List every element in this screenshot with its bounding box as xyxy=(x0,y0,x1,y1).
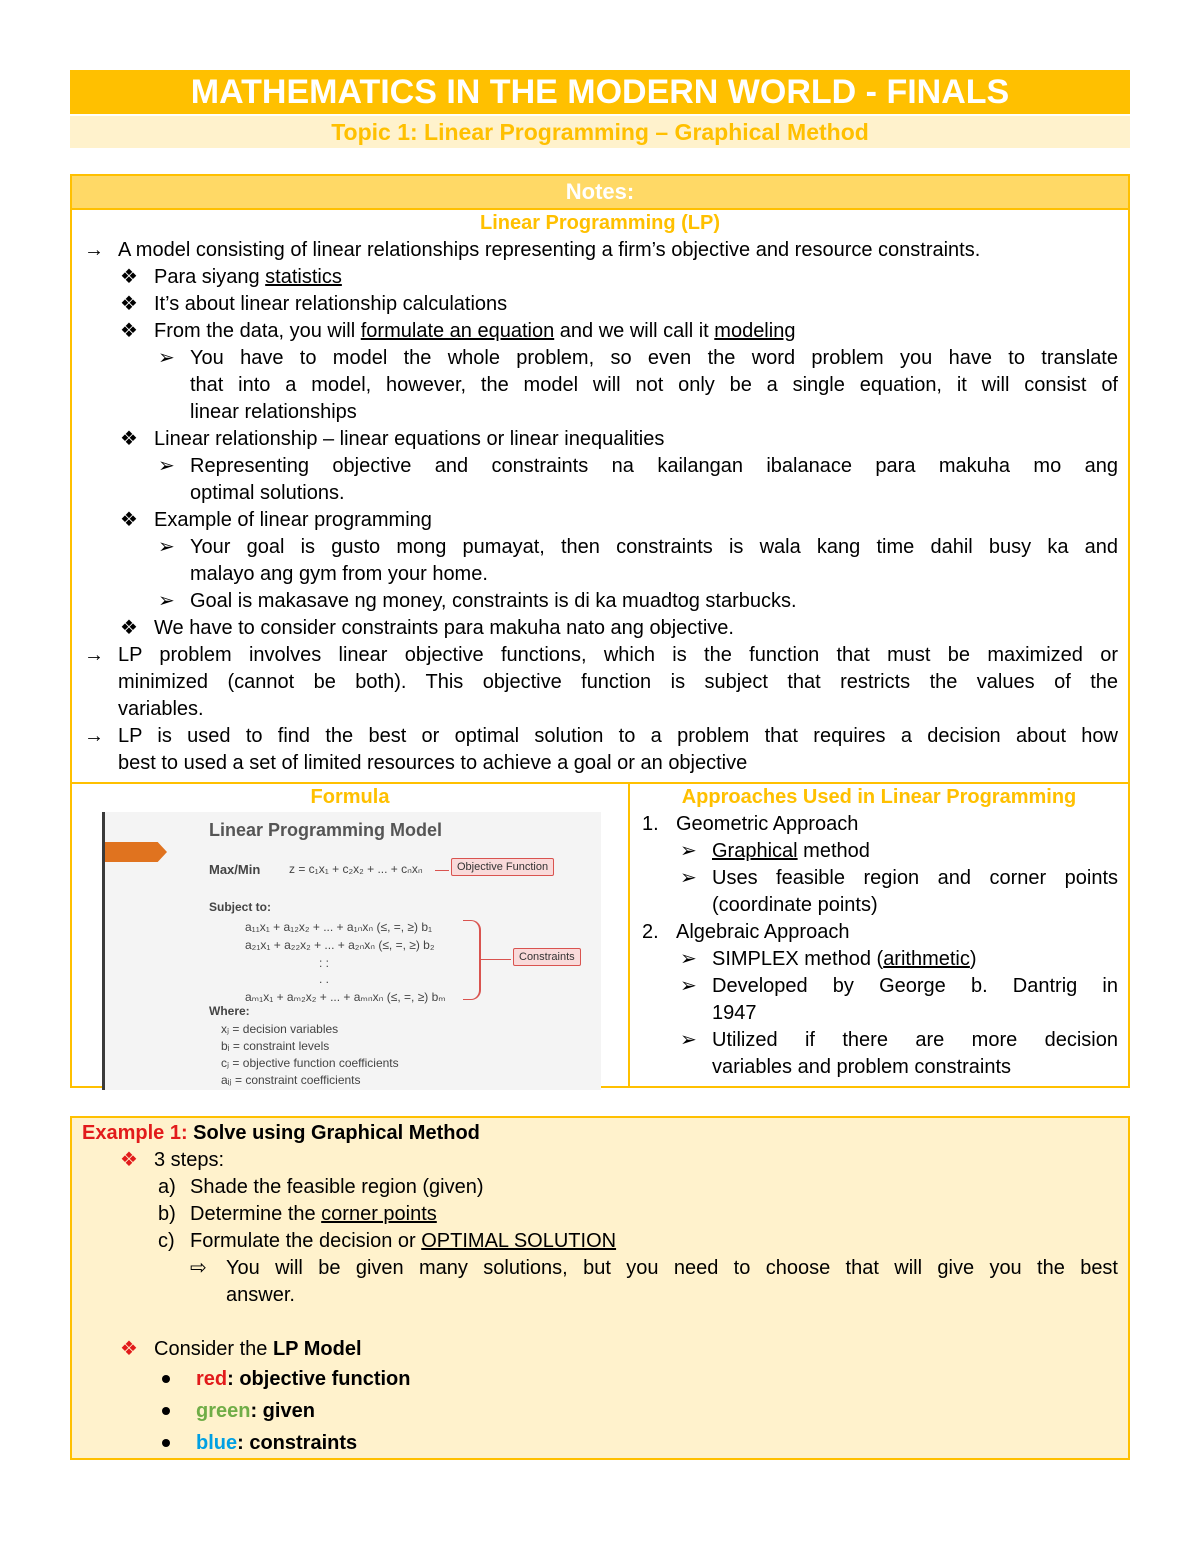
diamond-bullet-icon: ❖ xyxy=(120,266,138,288)
legend-item-blue: blue: constraints xyxy=(72,1427,1128,1459)
slide-title: Linear Programming Model xyxy=(209,820,443,840)
note-line: ❖ It’s about linear relationship calculations xyxy=(72,291,1128,318)
arrowhead-bullet-icon: ➢ xyxy=(680,948,697,970)
bullet-dot-icon xyxy=(162,1407,170,1415)
slide-constraint: a₁₁x₁ + a₁₂x₂ + ... + a₁ₙxₙ (≤, =, ≥) b₁ xyxy=(245,920,433,934)
note-line: → LP problem involves linear objective functions, which is the function that must be maximized or xyxy=(72,642,1128,669)
note-line: ❖ Example of linear programming xyxy=(72,507,1128,534)
note-line: ❖ We have to consider constraints para makuha nato ang objective. xyxy=(72,615,1128,642)
slide-connector xyxy=(435,870,449,871)
note-line: ➢ Representing objective and constraints na kailangan ibalanace para makuha mo ang xyxy=(72,453,1128,480)
diamond-bullet-icon: ❖ xyxy=(120,509,138,531)
example-line: answer. xyxy=(226,1284,295,1306)
example-heading: Example 1: Solve using Graphical Method xyxy=(82,1122,480,1144)
slide-constraint: . . xyxy=(319,972,330,986)
approach-subitem: ➢ Uses feasible region and corner points xyxy=(630,865,1128,892)
slide-definition: aᵢⱼ = constraint coefficients xyxy=(221,1073,361,1087)
notes-header: Notes: xyxy=(72,176,1128,210)
arrowhead-bullet-icon: ➢ xyxy=(680,975,697,997)
approaches-title: Approaches Used in Linear Programming xyxy=(681,786,1077,808)
formula-column xyxy=(72,784,628,1086)
document-subtitle: Topic 1: Linear Programming – Graphical Method xyxy=(70,116,1130,148)
example-line: ⇨ You will be given many solutions, but you need to choose that will give you the best xyxy=(72,1255,1128,1282)
slide-constraint: aₘ₁x₁ + aₘ₂x₂ + ... + aₘₙxₙ (≤, =, ≥) bₘ xyxy=(245,990,446,1004)
legend-item-green: green: given xyxy=(72,1395,1128,1427)
arrowhead-bullet-icon: ➢ xyxy=(680,1029,697,1051)
slide-definition: cⱼ = objective function coefficients xyxy=(221,1056,399,1070)
note-line: variables. xyxy=(118,698,204,720)
diamond-bullet-icon: ❖ xyxy=(120,293,138,315)
approach-subitem: ➢ Utilized if there are more decision xyxy=(630,1027,1128,1054)
approaches-column xyxy=(630,784,1128,1086)
diamond-bullet-icon: ❖ xyxy=(120,320,138,342)
slide-constraint: : : xyxy=(319,956,330,970)
diamond-bullet-icon: ❖ xyxy=(120,428,138,450)
bullet-dot-icon xyxy=(162,1439,170,1447)
approach-subitem: ➢ Graphical method xyxy=(630,838,1128,865)
example-line: b) Determine the corner points xyxy=(158,1203,437,1225)
document-title: MATHEMATICS IN THE MODERN WORLD - FINALS xyxy=(70,70,1130,114)
slide-constraint: a₂₁x₁ + a₂₂x₂ + ... + a₂ₙxₙ (≤, =, ≥) b₂ xyxy=(245,938,435,952)
approach-subitem: ➢ SIMPLEX method (arithmetic) xyxy=(630,946,1128,973)
outline-arrow-icon: ⇨ xyxy=(190,1257,207,1279)
note-line: ❖ Para siyang statistics xyxy=(72,264,1128,291)
note-line: ❖ Linear relationship – linear equations or linear inequalities xyxy=(72,426,1128,453)
notes-lines xyxy=(72,237,1128,777)
arrow-icon: → xyxy=(84,644,104,666)
note-line: optimal solutions. xyxy=(190,482,345,504)
approach-item: 2. Algebraic Approach xyxy=(642,921,850,943)
note-line: that into a model, however, the model will not only be a single equation, it will consist of xyxy=(190,374,1118,396)
note-line: minimized (cannot be both). This objective function is subject that restricts the values of the xyxy=(118,671,1118,693)
approach-item: 1. Geometric Approach xyxy=(642,813,859,835)
page xyxy=(70,70,1130,1454)
arrow-icon: → xyxy=(84,725,104,747)
diamond-bullet-icon: ❖ xyxy=(120,1338,138,1360)
note-line: ➢ Goal is makasave ng money, constraints is di ka muadtog starbucks. xyxy=(72,588,1128,615)
arrowhead-bullet-icon: ➢ xyxy=(158,590,175,612)
legend-item-red: red: objective function xyxy=(72,1363,1128,1395)
slide-connector xyxy=(481,959,511,960)
constraints-bracket xyxy=(463,920,481,1000)
approach-subitem: 1947 xyxy=(712,1002,757,1024)
slide-definition: xⱼ = decision variables xyxy=(221,1022,339,1036)
example-box xyxy=(70,1116,1130,1460)
approach-subitem: variables and problem constraints xyxy=(712,1056,1012,1078)
arrowhead-bullet-icon: ➢ xyxy=(680,867,697,889)
arrowhead-bullet-icon: ➢ xyxy=(158,455,175,477)
diamond-bullet-icon: ❖ xyxy=(120,1149,138,1171)
note-line: best to used a set of limited resources to achieve a goal or an objective xyxy=(118,752,748,774)
notes-box xyxy=(70,174,1130,1088)
note-line: → LP is used to find the best or optimal solution to a problem that requires a decision about how xyxy=(72,723,1128,750)
bullet-dot-icon xyxy=(162,1375,170,1383)
formula-title: Formula xyxy=(310,786,390,808)
arrowhead-bullet-icon: ➢ xyxy=(158,536,175,558)
example-line: ❖ 3 steps: xyxy=(72,1147,1128,1174)
slide-definition: bᵢ = constraint levels xyxy=(221,1039,330,1053)
arrowhead-bullet-icon: ➢ xyxy=(158,347,175,369)
lp-model-slide-image xyxy=(102,812,601,1090)
slide-maxmin: Max/Min xyxy=(209,862,261,877)
note-line: ➢ You have to model the whole problem, so even the word problem you have to translate xyxy=(72,345,1128,372)
slide-arrow-shape xyxy=(105,842,167,862)
example-line: ❖ Consider the LP Model xyxy=(72,1336,1128,1363)
approach-subitem: (coordinate points) xyxy=(712,894,878,916)
slide-where: Where: xyxy=(209,1004,250,1018)
lp-section-title: Linear Programming (LP) xyxy=(479,212,721,234)
example-line: a) Shade the feasible region (given) xyxy=(158,1176,484,1198)
objective-function-label: Objective Function xyxy=(451,858,554,876)
note-line: malayo ang gym from your home. xyxy=(190,563,488,585)
note-line: linear relationships xyxy=(190,401,357,423)
note-line: → A model consisting of linear relationships representing a firm’s objective and resource constraints. xyxy=(72,237,1128,264)
example-line: c) Formulate the decision or OPTIMAL SOLUTION xyxy=(158,1230,617,1252)
note-line: ➢ Your goal is gusto mong pumayat, then constraints is wala kang time dahil busy ka and xyxy=(72,534,1128,561)
note-line: ❖ From the data, you will formulate an equation and we will call it modeling xyxy=(72,318,1128,345)
approach-subitem: ➢ Developed by George b. Dantrig in xyxy=(630,973,1128,1000)
diamond-bullet-icon: ❖ xyxy=(120,617,138,639)
slide-subject-to: Subject to: xyxy=(209,900,271,914)
arrow-icon: → xyxy=(84,239,104,261)
slide-objective: z = c₁x₁ + c₂x₂ + ... + cₙxₙ xyxy=(289,862,423,876)
arrowhead-bullet-icon: ➢ xyxy=(680,840,697,862)
constraints-label: Constraints xyxy=(513,948,581,966)
